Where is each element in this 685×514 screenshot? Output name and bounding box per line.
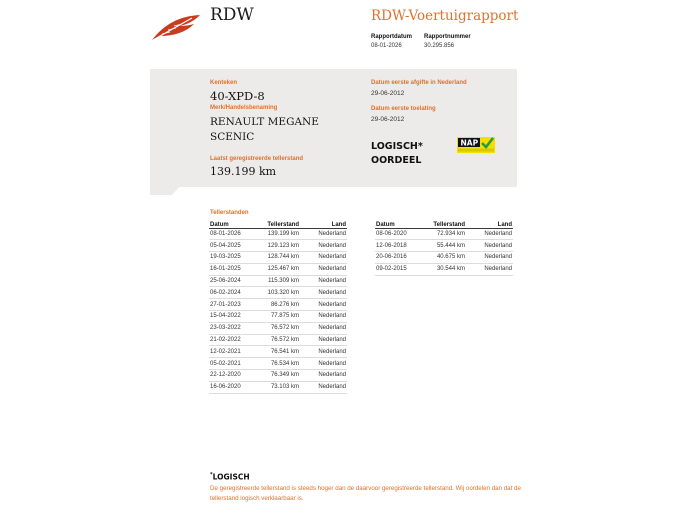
cell-datum: 05-02-2021 bbox=[209, 358, 255, 370]
table-row bbox=[209, 263, 347, 275]
cell-land: Nederland bbox=[300, 381, 347, 393]
vehicle-summary-panel bbox=[150, 69, 517, 187]
col-header-datum: Datum bbox=[375, 220, 421, 228]
cell-datum: 08-01-2026 bbox=[209, 228, 255, 240]
table-row bbox=[209, 346, 347, 358]
table-row bbox=[209, 275, 347, 287]
cell-tellerstand: 128.744 km bbox=[255, 252, 300, 264]
cell-datum: 23-03-2022 bbox=[209, 322, 255, 334]
tellerstanden-title: Tellerstanden bbox=[210, 210, 249, 216]
cell-tellerstand: 76.534 km bbox=[255, 358, 300, 370]
cell-tellerstand: 55.444 km bbox=[421, 240, 466, 252]
table-header-row bbox=[375, 220, 513, 228]
cell-land: Nederland bbox=[300, 240, 347, 252]
logo-text: RDW bbox=[210, 5, 254, 25]
cell-land: Nederland bbox=[466, 252, 513, 264]
footnote-text: De geregistreerde tellerstand is steeds hoger dan de daarvoor geregistreerde tellerstand. Wij oordelen dan dat de tellerstand logisch verklaarbaar is. bbox=[210, 485, 521, 502]
cell-tellerstand: 103.320 km bbox=[255, 287, 300, 299]
cell-tellerstand: 76.572 km bbox=[255, 322, 300, 334]
cell-land: Nederland bbox=[300, 299, 347, 311]
cell-datum: 19-03-2025 bbox=[209, 252, 255, 264]
cell-land: Nederland bbox=[466, 263, 513, 275]
nap-badge-text: NAP bbox=[460, 138, 479, 148]
cell-land: Nederland bbox=[300, 263, 347, 275]
table-row bbox=[209, 381, 347, 393]
report-title: RDW-Voertuigrapport bbox=[371, 8, 519, 24]
cell-datum: 27-01-2023 bbox=[209, 299, 255, 311]
table-row bbox=[209, 370, 347, 382]
nap-logo-icon bbox=[457, 137, 495, 153]
cell-land: Nederland bbox=[300, 287, 347, 299]
cell-land: Nederland bbox=[300, 370, 347, 382]
cell-land: Nederland bbox=[300, 311, 347, 323]
cell-tellerstand: 125.467 km bbox=[255, 263, 300, 275]
cell-land: Nederland bbox=[300, 228, 347, 240]
cell-land: Nederland bbox=[300, 334, 347, 346]
cell-datum: 20-06-2016 bbox=[375, 252, 421, 264]
cell-tellerstand: 86.276 km bbox=[255, 299, 300, 311]
table-row bbox=[375, 228, 513, 240]
cell-land: Nederland bbox=[300, 358, 347, 370]
cell-datum: 21-02-2022 bbox=[209, 334, 255, 346]
cell-tellerstand: 76.572 km bbox=[255, 334, 300, 346]
eerste-afgifte-label: Datum eerste afgifte in Nederland bbox=[371, 80, 467, 86]
oordeel-line2: OORDEEL bbox=[371, 155, 422, 166]
cell-tellerstand: 129.123 km bbox=[255, 240, 300, 252]
report-date-label: Rapportdatum bbox=[371, 34, 412, 40]
cell-datum: 12-02-2021 bbox=[209, 346, 255, 358]
merk-value-line1: RENAULT MEGANE bbox=[210, 116, 319, 128]
merk-value-line2: SCENIC bbox=[210, 131, 255, 143]
cell-tellerstand: 115.309 km bbox=[255, 275, 300, 287]
kenteken-label: Kenteken bbox=[210, 80, 238, 86]
cell-datum: 22-12-2020 bbox=[209, 370, 255, 382]
oordeel-line1: LOGISCH* bbox=[371, 141, 423, 152]
cell-tellerstand: 77.875 km bbox=[255, 311, 300, 323]
cell-land: Nederland bbox=[300, 322, 347, 334]
eerste-toelating-value: 29-06-2012 bbox=[371, 116, 405, 123]
footnote-marker: * bbox=[210, 472, 213, 478]
table-row bbox=[375, 252, 513, 264]
report-number-value: 30.295.856 bbox=[424, 43, 455, 49]
cell-tellerstand: 40.675 km bbox=[421, 252, 466, 264]
cell-tellerstand: 73.103 km bbox=[255, 381, 300, 393]
tellerstanden-table-left bbox=[209, 220, 347, 394]
col-header-land: Land bbox=[300, 220, 347, 228]
report-number-label: Rapportnummer bbox=[424, 34, 471, 40]
cell-land: Nederland bbox=[300, 346, 347, 358]
table-row bbox=[209, 252, 347, 264]
table-row bbox=[209, 240, 347, 252]
report-number bbox=[424, 33, 471, 51]
col-header-datum: Datum bbox=[209, 220, 255, 228]
table-row bbox=[209, 287, 347, 299]
cell-tellerstand: 76.349 km bbox=[255, 370, 300, 382]
table-row bbox=[209, 358, 347, 370]
cell-datum: 06-02-2024 bbox=[209, 287, 255, 299]
cell-datum: 05-04-2025 bbox=[209, 240, 255, 252]
report-date-value: 08-01-2026 bbox=[371, 43, 402, 49]
table-row bbox=[209, 311, 347, 323]
footnote-title bbox=[210, 472, 250, 482]
cell-land: Nederland bbox=[300, 275, 347, 287]
rdw-feather-icon bbox=[150, 12, 202, 42]
cell-datum: 16-01-2025 bbox=[209, 263, 255, 275]
table-row bbox=[209, 334, 347, 346]
tellerstanden-table-right bbox=[375, 220, 513, 276]
cell-tellerstand: 76.541 km bbox=[255, 346, 300, 358]
cell-datum: 12-06-2018 bbox=[375, 240, 421, 252]
cell-datum: 16-06-2020 bbox=[209, 381, 255, 393]
cell-tellerstand: 139.199 km bbox=[255, 228, 300, 240]
col-header-tellerstand: Tellerstand bbox=[421, 220, 466, 228]
eerste-afgifte-value: 29-06-2012 bbox=[371, 90, 405, 97]
table-row bbox=[375, 263, 513, 275]
oordeel-verdict bbox=[371, 140, 423, 168]
table-header-row bbox=[209, 220, 347, 228]
table-row bbox=[375, 240, 513, 252]
cell-datum: 15-04-2022 bbox=[209, 311, 255, 323]
table-row bbox=[209, 322, 347, 334]
report-date bbox=[371, 33, 412, 51]
cell-datum: 08-06-2020 bbox=[375, 228, 421, 240]
panel-notch bbox=[150, 186, 180, 195]
table-row bbox=[209, 299, 347, 311]
eerste-toelating-label: Datum eerste toelating bbox=[371, 106, 436, 112]
cell-land: Nederland bbox=[300, 252, 347, 264]
cell-land: Nederland bbox=[466, 240, 513, 252]
table-row bbox=[209, 228, 347, 240]
cell-tellerstand: 30.544 km bbox=[421, 263, 466, 275]
cell-tellerstand: 72.934 km bbox=[421, 228, 466, 240]
col-header-tellerstand: Tellerstand bbox=[255, 220, 300, 228]
cell-datum: 25-06-2024 bbox=[209, 275, 255, 287]
merk-label: Merk/Handelsbenaming bbox=[210, 105, 278, 111]
kenteken-value: 40-XPD-8 bbox=[210, 89, 265, 103]
teller-value: 139.199 km bbox=[210, 165, 277, 178]
col-header-land: Land bbox=[466, 220, 513, 228]
cell-datum: 09-02-2015 bbox=[375, 263, 421, 275]
cell-land: Nederland bbox=[466, 228, 513, 240]
teller-label: Laatst geregistreerde tellerstand bbox=[210, 156, 304, 162]
footnote-title-text: LOGISCH bbox=[212, 472, 250, 482]
